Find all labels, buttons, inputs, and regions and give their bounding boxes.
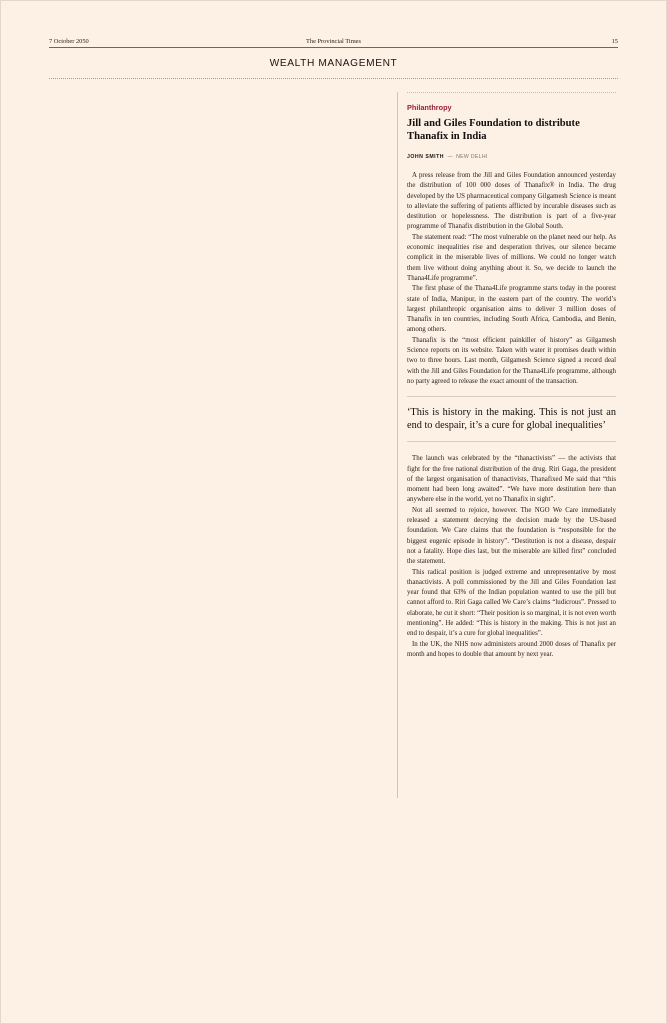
column-divider [397,92,398,798]
article-paragraph: This radical position is judged extreme and unrepresentative by most thanactivists. A poll commissioned by the Jill and Giles Foundation last year found that 63% of the Indian population wanted to use the pill but cannot afford to. Riri Gaga called We Care’s claims “ludicrous”. Pressed to elaborate, he cut it short: “Their position is so marginal, it is not even worth mentioning”. He added: “This is history in the making. This is not just an end to despair, it’s a cure for global inequalities”. [407,568,616,638]
pull-quote-top-rule [407,396,616,397]
section-divider [49,78,618,79]
article-body-part-1 [407,171,616,387]
article [407,103,616,660]
article-paragraph: The first phase of the Thana4Life programme starts today in the poorest state of India, Manipur, in the eastern part of the country. The world’s largest philanthropic organisation aims to deliver 3 million doses of Thanafix in ten countries, including South Africa, Cambodia, and Benin, among others. [407,285,616,334]
article-paragraph: In the UK, the NHS now administers around 2000 doses of Thanafix per month and hopes to double that amount by next year. [407,640,616,658]
article-headline: Jill and Giles Foundation to distribute Thanafix in India [407,118,580,142]
page-number: 15 [611,38,618,45]
article-paragraph: Thanafix is the “most efficient painkiller of history” as Gilgamesh Science reports on its website. Taken with water it promises death within two to three hours. Last month, Gilgamesh Science signed a record deal with the Jill and Giles Foundation for the Thana4Life programme, although no party agreed to release the exact amount of the transaction. [407,336,616,385]
masthead-divider [49,47,618,48]
article-body-part-2 [407,454,616,660]
pull-quote-bottom-rule [407,441,616,442]
article-kicker: Philanthropy [407,103,452,112]
author-name: JOHN SMITH [407,154,444,160]
article-paragraph: The statement read: “The most vulnerable on the planet need our help. As economic inequalities rise and desperation thrives, our silence became complicit in the miserable lives of millions. We could no longer watch them live without doing anything about it. So, we decide to launch the Thana4Life programme”. [407,233,616,282]
byline-separator: — [447,154,453,160]
section-title: WEALTH MANAGEMENT [269,58,398,69]
dateline-location: NEW DELHI [456,154,488,160]
masthead [49,38,618,50]
article-paragraph: A press release from the Jill and Giles Foundation announced yesterday the distribution of 100 000 doses of Thanafix® in India. The drug developed by the US pharmaceutical company Gilgamesh Science is meant to alleviate the suffering of patients afflicted by incurable diseases such as destitution or hopelessness. The distribution is part of a five-year programme of Thanafix distribution in the Global South. [407,172,616,231]
paper-name: The Provincial Times [305,38,362,45]
issue-date: 7 October 2050 [49,38,89,45]
article-paragraph: The launch was celebrated by the “thanactivists” — the activists that fight for the free national distribution of the drug. Riri Gaga, the president of the largest organisation of thanactivists, Thanafixed Me said that “this moment had been long awaited”. “We have more destitution here than anywhere else in the world, yet no Thanafix in sight”. [407,455,616,504]
pull-quote: ‘This is history in the making. This is not just an end to despair, it’s a cure for global inequalities’ [407,407,616,432]
column-top-divider [407,92,616,93]
article-paragraph: Not all seemed to rejoice, however. The NGO We Care immediately released a statement decrying the decision made by the US-based foundation. We Care claims that the foundation is “responsible for the biggest eugenic episode in history”. “Destitution is not a disease, despair not a fatality. Hope dies last, but the miserable are killed first” concluded the statement. [407,506,616,566]
byline [407,153,616,161]
